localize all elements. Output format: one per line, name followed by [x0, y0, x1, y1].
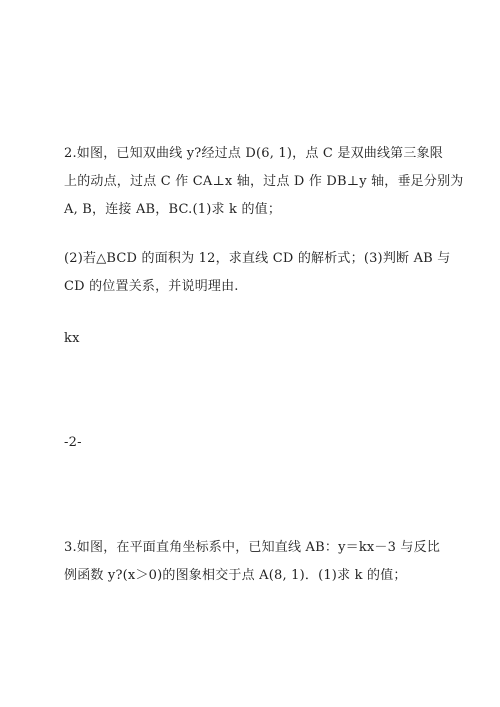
problem-2-line-3: A, B，连接 AB，BC.(1)求 k 的值；	[64, 202, 282, 217]
problem-3-line-1: 3.如图，在平面直角坐标系中，已知直线 AB：y＝kx－3 与反比	[64, 540, 441, 555]
problem-3-line-2: 例函数 y?(x＞0)的图象相交于点 A(8, 1)．(1)求 k 的值；	[64, 568, 407, 583]
formula-fragment: kx	[64, 331, 80, 346]
problem-2-line-5: CD 的位置关系，并说明理由.	[64, 279, 239, 294]
problem-2-line-1: 2.如图，已知双曲线 y?经过点 D(6, 1)，点 C 是双曲线第三象限	[64, 146, 443, 161]
problem-2-line-4: (2)若△BCD 的面积为 12，求直线 CD 的解析式；(3)判断 AB 与	[64, 251, 451, 266]
page-number: -2-	[64, 435, 82, 450]
problem-2-line-2: 上的动点，过点 C 作 CA⊥x 轴，过点 D 作 DB⊥y 轴，垂足分别为	[64, 174, 464, 189]
